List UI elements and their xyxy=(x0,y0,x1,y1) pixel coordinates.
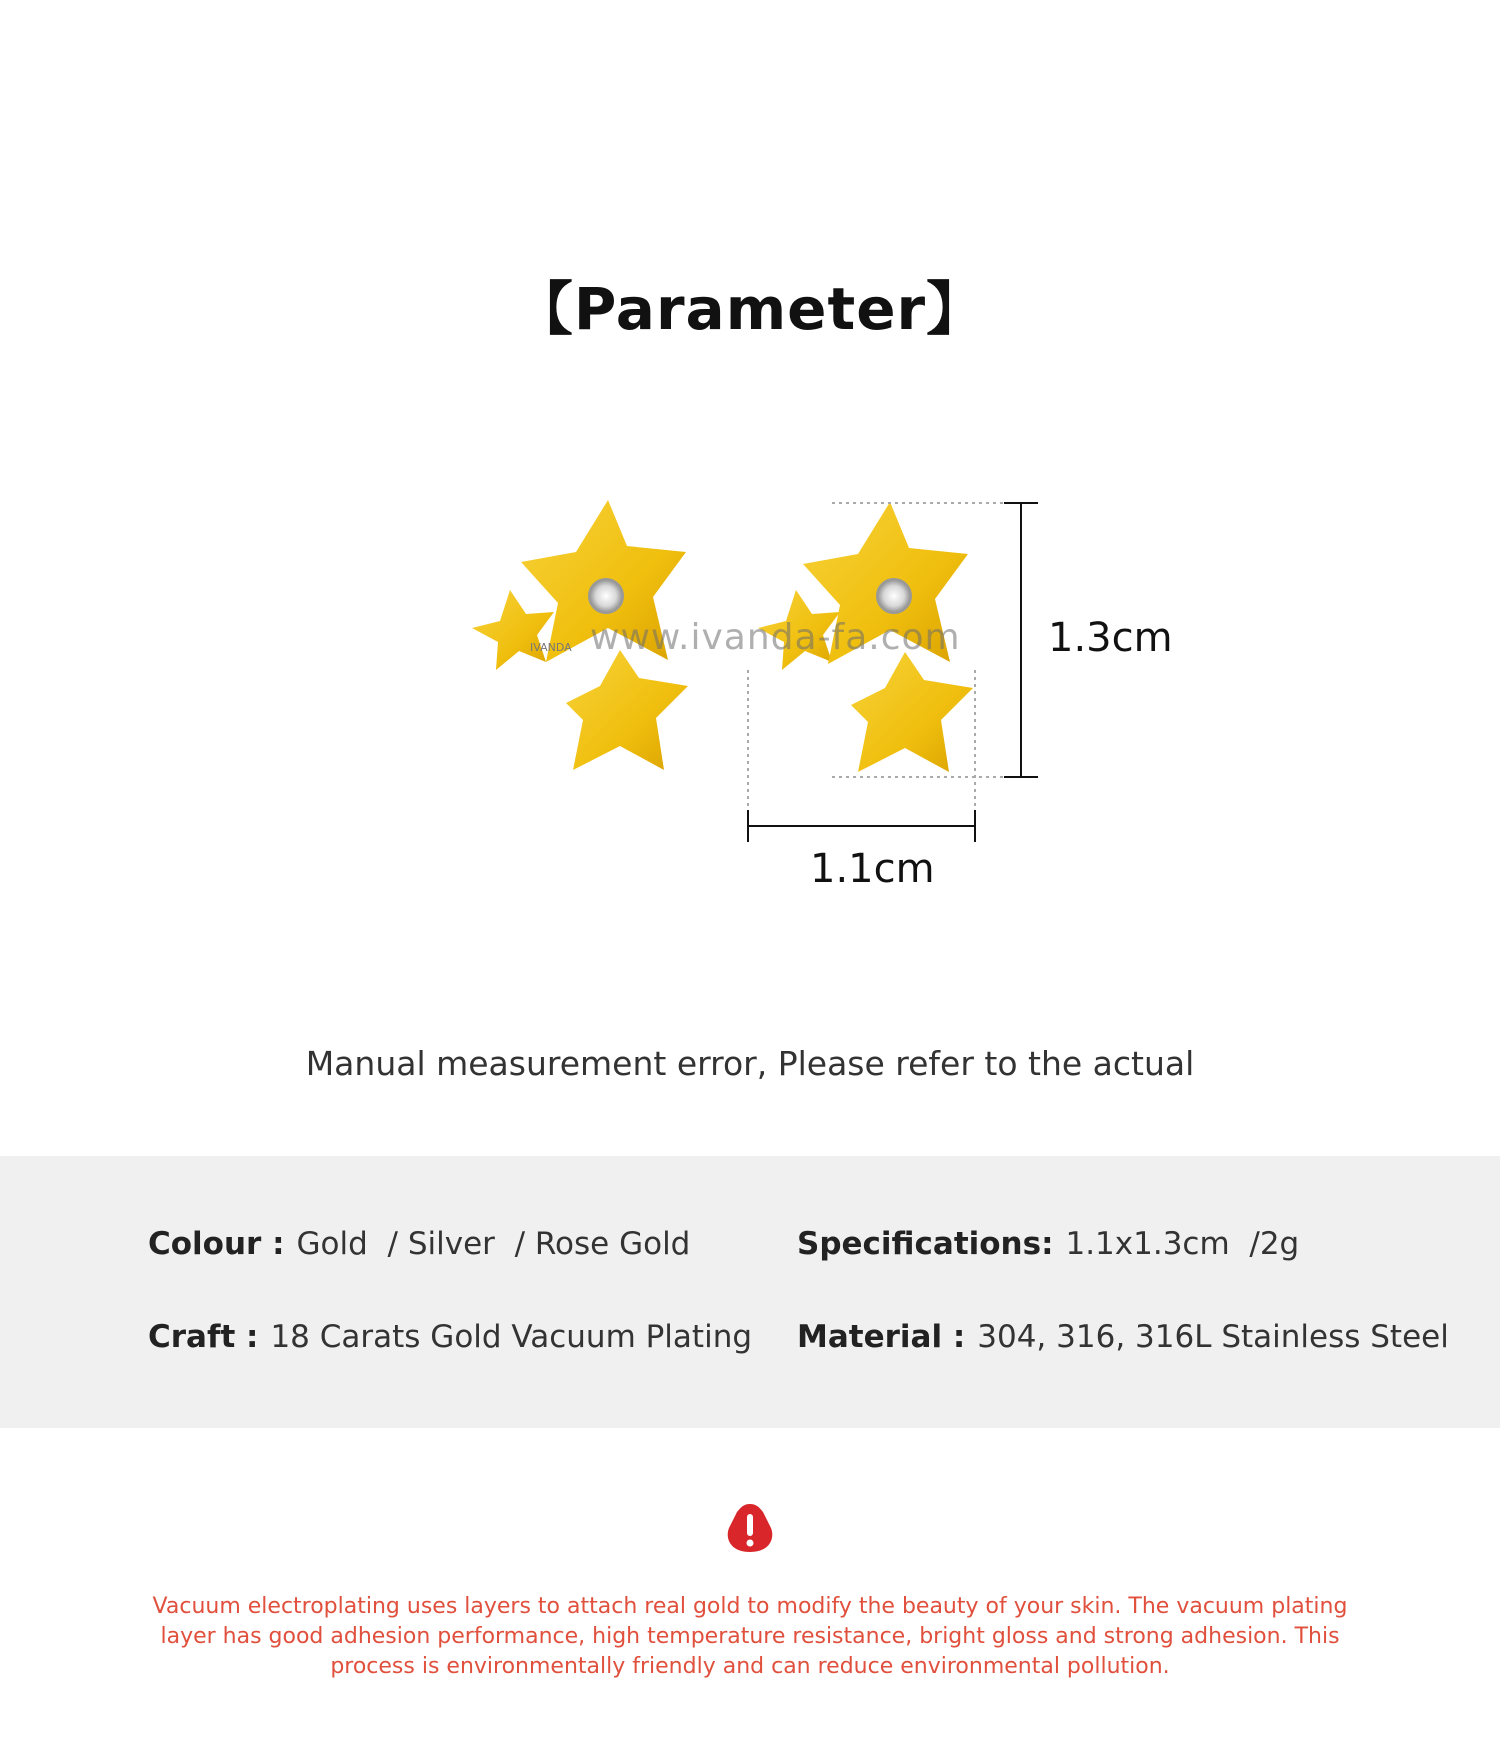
spec-panel xyxy=(0,1156,1500,1428)
star-icon xyxy=(851,652,973,772)
spec-colour-label: Colour : xyxy=(148,1226,285,1262)
plating-warning: Vacuum electroplating uses layers to attach real gold to modify the beauty of your skin. The vacuum plating layer has good adhesion performance, high temperature resistance, bright gloss and strong adhesion. This process is environmentally friendly and can reduce environmental pollution. xyxy=(152,1594,1348,1679)
height-label: 1.3cm xyxy=(1048,615,1173,661)
spec-material xyxy=(797,1319,1449,1355)
spec-specifications xyxy=(797,1226,1299,1262)
spec-colour-value: Gold / Silver / Rose Gold xyxy=(296,1226,691,1262)
spec-material-label: Material : xyxy=(797,1319,966,1355)
spec-colour xyxy=(148,1226,690,1262)
spec-craft-value: 18 Carats Gold Vacuum Plating xyxy=(270,1319,753,1355)
exclamation-icon xyxy=(726,1502,774,1554)
star-icon xyxy=(566,650,688,770)
spec-material-value: 304, 316, 316L Stainless Steel xyxy=(977,1319,1449,1355)
page-title: 【Parameter】 xyxy=(514,275,986,343)
spec-craft-label: Craft : xyxy=(148,1319,259,1355)
gem-icon xyxy=(877,579,911,613)
brand-mark: IVANDA xyxy=(530,641,572,654)
spec-specifications-value: 1.1x1.3cm /2g xyxy=(1065,1226,1300,1262)
gem-icon xyxy=(589,579,623,613)
width-label: 1.1cm xyxy=(810,846,935,892)
star-icon xyxy=(472,590,554,670)
watermark: www.ivanda-fa.com xyxy=(590,617,961,658)
spec-specifications-label: Specifications: xyxy=(797,1226,1054,1262)
measurement-note: Manual measurement error, Please refer to the actual xyxy=(305,1044,1195,1083)
spec-craft xyxy=(148,1319,752,1355)
